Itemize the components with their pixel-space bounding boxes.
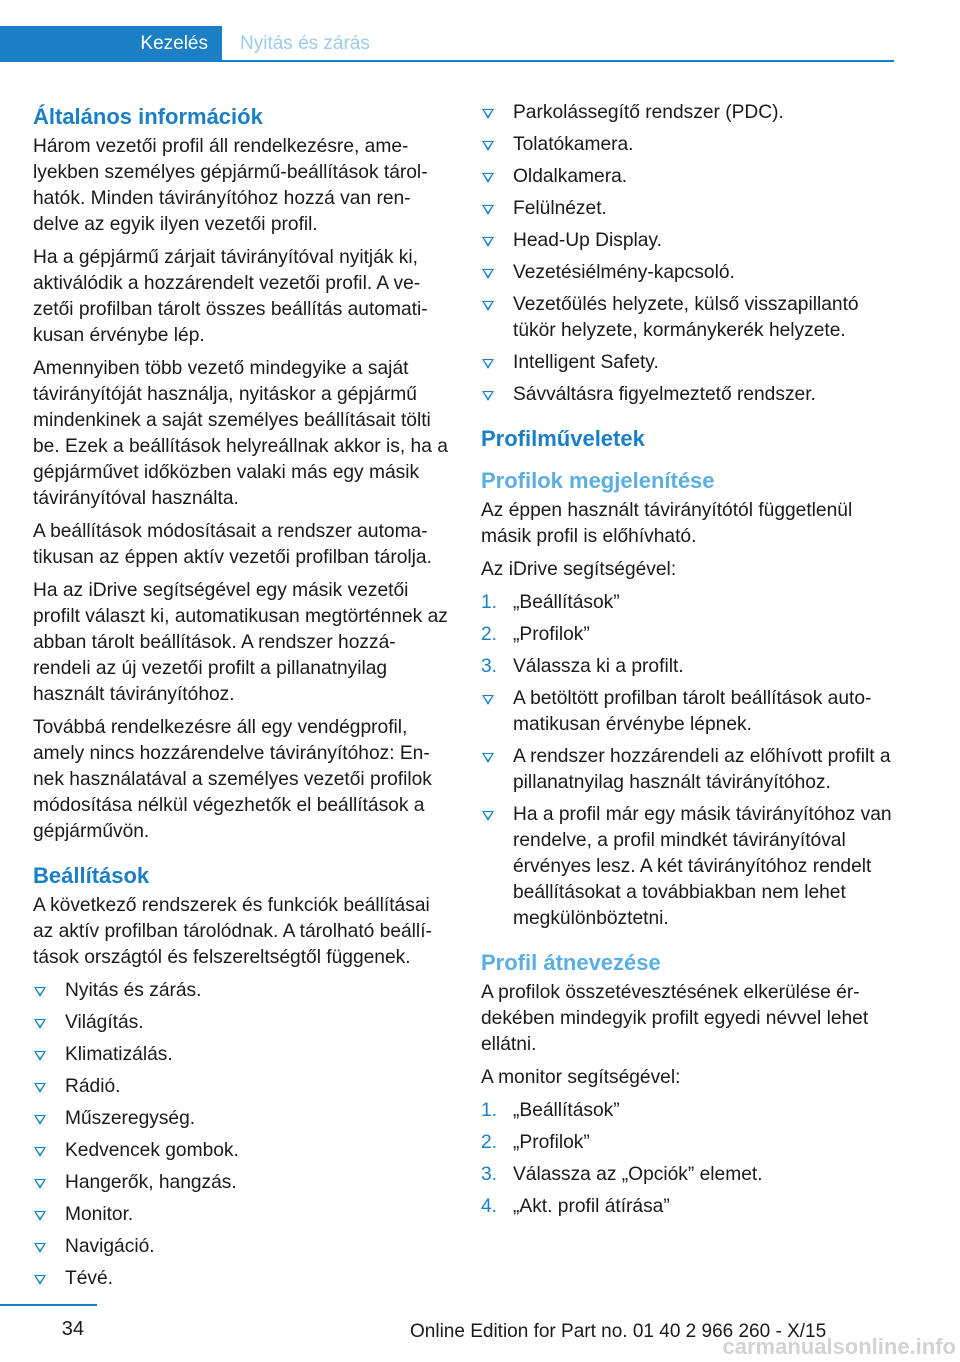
triangle-bullet-icon [482, 695, 494, 705]
list-item [33, 978, 451, 1004]
list-item [481, 100, 897, 126]
step-item [481, 1194, 897, 1220]
paragraph: Ha a gépjármű zárjait távirányítóval nyitják ki, aktiválódik a hozzárendelt vezetői profil. A ve‐ zetői profilban tárolt összes beállítás automati‐ kusan érvénybe lép. [33, 247, 428, 346]
triangle-bullet-icon [34, 1051, 46, 1061]
list-item [33, 1106, 451, 1132]
subheading-profil-atnevezese: Profil átnevezése [481, 950, 661, 975]
list-item-text: Hangerők, hangzás. [65, 1172, 237, 1193]
paragraph: Az iDrive segítségével: [481, 559, 677, 580]
step-text: „Profilok” [513, 624, 590, 645]
list-item [481, 228, 897, 254]
triangle-bullet-icon [34, 1243, 46, 1253]
paragraph: A profilok összetévesztésének elkerülése ér‐ dekében mindegyik profilt egyedi névvel lehet ellátni. [481, 982, 869, 1055]
paragraph: Az éppen használt távirányítótól függetlenül másik profil is előhívható. [481, 500, 853, 547]
paragraph: Három vezetői profil áll rendelkezésre, ame‐ lyekben személyes gépjármű-beállítások tárol‐ hatók. Minden távirányítóhoz hozzá van ren‐ delve az egyik ilyen vezetői profil. [33, 136, 428, 235]
list-item [481, 802, 897, 932]
list-item-text: Tévé. [65, 1268, 113, 1289]
triangle-bullet-icon [482, 359, 494, 369]
tab-kezeles[interactable] [0, 26, 222, 62]
paragraph: Ha az iDrive segítségével egy másik vezetői profilt választ ki, automatikusan megtörténnek az abban tárolt beállítások. A rendszer hozzá‐ rendeli az új vezetői profilt a pillanatnyilag használt távirányítóhoz. [33, 580, 448, 705]
triangle-bullet-icon [482, 141, 494, 151]
step-item [481, 622, 897, 648]
list-item-text: A rendszer hozzárendeli az előhívott profilt a pillanatnyilag használt távirányítóhoz. [513, 746, 891, 793]
step-item [481, 1162, 897, 1188]
triangle-bullet-icon [34, 1115, 46, 1125]
paragraph: Amennyiben több vezető mindegyike a saját távirányítóját használja, nyitáskor a gépjármű mindenkinek a saját személyes beállításait tölti be. Ezek a beállítások helyreállnak akkor is, ha a gépjárművet időközben valaki más egy másik távirányítóval használta. [33, 358, 448, 509]
triangle-bullet-icon [482, 301, 494, 311]
left-column [33, 100, 451, 1298]
page-number: 34 [61, 1318, 84, 1340]
list-item [33, 1042, 451, 1068]
list-item-text: Ha a profil már egy másik távirányítóhoz van rendelve, a profil mindkét távirányítóval érvényes lesz. A két távirányítóhoz rendelt beállításokat a továbbiakban nem lehet megkülönböztetni. [513, 804, 892, 929]
list-item [481, 292, 897, 344]
tab-kezeles-label: Kezelés [140, 33, 208, 54]
paragraph: A következő rendszerek és funkciók beállításai az aktív profilban tárolódnak. A tárolható beállí‐ tások országtól és felszereltségtől függenek. [33, 895, 432, 968]
header-rule [222, 60, 894, 62]
step-text: „Beállítások” [513, 592, 620, 613]
step-text: „Beállítások” [513, 1100, 620, 1121]
list-item-text: Oldalkamera. [513, 166, 628, 187]
list-item [33, 1170, 451, 1196]
list-item-text: Navigáció. [65, 1236, 155, 1257]
list-item-text: Parkolássegítő rendszer (PDC). [513, 102, 784, 123]
triangle-bullet-icon [34, 1083, 46, 1093]
step-number: 3. [481, 656, 498, 677]
list-item [481, 260, 897, 286]
step-item [481, 1098, 897, 1124]
list-item-text: Vezetőülés helyzete, külső visszapillantó tükör helyzete, kormánykerék helyzete. [513, 294, 859, 341]
step-item [481, 590, 897, 616]
list-item [481, 164, 897, 190]
list-item-text: Felülnézet. [513, 198, 607, 219]
edition-text: Online Edition for Part no. 01 40 2 966 260 - X/15 [410, 1321, 827, 1342]
step-number: 2. [481, 624, 498, 645]
triangle-bullet-icon [34, 1179, 46, 1189]
list-item-text: Nyitás és zárás. [65, 980, 202, 1001]
paragraph: Továbbá rendelkezésre áll egy vendégprofil, amely nincs hozzárendelve távirányítóhoz: En‐ nek használatával a személyes vezetői profilok módosítása nélkül végezhetők el beállítások a gépjárművön. [33, 717, 432, 842]
paragraph: A beállítások módosításait a rendszer automa‐ tikusan az éppen aktív vezetői profilban tárolja. [33, 521, 432, 568]
list-item-text: Klimatizálás. [65, 1044, 173, 1065]
step-number: 4. [481, 1196, 498, 1217]
list-item [481, 196, 897, 222]
triangle-bullet-icon [482, 269, 494, 279]
settings-list-continued [481, 100, 897, 408]
list-item-text: Tolatókamera. [513, 134, 634, 155]
tab-nyitas-es-zaras[interactable] [240, 26, 370, 62]
list-item [481, 382, 897, 408]
heading-profilmuveletek: Profilműveletek [481, 426, 645, 451]
list-item [33, 1010, 451, 1036]
list-item [33, 1266, 451, 1292]
step-text: Válassza az „Opciók” elemet. [513, 1164, 763, 1185]
triangle-bullet-icon [34, 987, 46, 997]
step-number: 3. [481, 1164, 498, 1185]
heading-altalanos-informaciok: Általános információk [33, 104, 263, 129]
triangle-bullet-icon [482, 237, 494, 247]
list-item-text: Intelligent Safety. [513, 352, 659, 373]
triangle-bullet-icon [482, 753, 494, 763]
step-item [481, 654, 897, 680]
top-navigation [0, 0, 960, 62]
step-number: 1. [481, 592, 498, 613]
paragraph: A monitor segítségével: [481, 1067, 681, 1088]
step-item [481, 1130, 897, 1156]
list-item-text: Head-Up Display. [513, 230, 662, 251]
triangle-bullet-icon [482, 811, 494, 821]
list-item-text: Kedvencek gombok. [65, 1140, 239, 1161]
step-number: 1. [481, 1100, 498, 1121]
right-column [481, 100, 897, 1226]
list-item [481, 132, 897, 158]
triangle-bullet-icon [34, 1019, 46, 1029]
list-item-text: Világítás. [65, 1012, 144, 1033]
subheading-profilok-megjelenitese: Profilok megjelenítése [481, 468, 715, 493]
watermark: carmanualsonline.info [722, 1334, 956, 1359]
list-item-text: Műszeregység. [65, 1108, 196, 1129]
tab-nyitas-label: Nyitás és zárás [240, 33, 370, 54]
step-text: „Profilok” [513, 1132, 590, 1153]
list-item-text: Vezetésiélmény-kapcsoló. [513, 262, 735, 283]
list-item-text: Sávváltásra figyelmeztető rendszer. [513, 384, 816, 405]
triangle-bullet-icon [482, 205, 494, 215]
list-item-text: A betöltött profilban tárolt beállítások auto‐ matikusan érvénybe lépnek. [513, 688, 872, 735]
steps-list [481, 1098, 897, 1220]
list-item-text: Rádió. [65, 1076, 121, 1097]
steps-list [481, 590, 897, 680]
heading-beallitasok: Beállítások [33, 863, 150, 888]
list-item [33, 1138, 451, 1164]
triangle-bullet-icon [34, 1147, 46, 1157]
list-item-text: Monitor. [65, 1204, 134, 1225]
triangle-bullet-icon [482, 109, 494, 119]
triangle-bullet-icon [482, 391, 494, 401]
list-item [481, 686, 897, 738]
list-item [481, 350, 897, 376]
footer-rule [0, 1304, 97, 1306]
step-text: „Akt. profil átírása” [513, 1196, 670, 1217]
list-item [33, 1074, 451, 1100]
list-item [33, 1202, 451, 1228]
settings-list [33, 978, 451, 1292]
triangle-bullet-icon [34, 1211, 46, 1221]
triangle-bullet-icon [34, 1275, 46, 1285]
list-item [481, 744, 897, 796]
triangle-bullet-icon [482, 173, 494, 183]
step-text: Válassza ki a profilt. [513, 656, 684, 677]
list-item [33, 1234, 451, 1260]
step-number: 2. [481, 1132, 498, 1153]
notes-list [481, 686, 897, 932]
